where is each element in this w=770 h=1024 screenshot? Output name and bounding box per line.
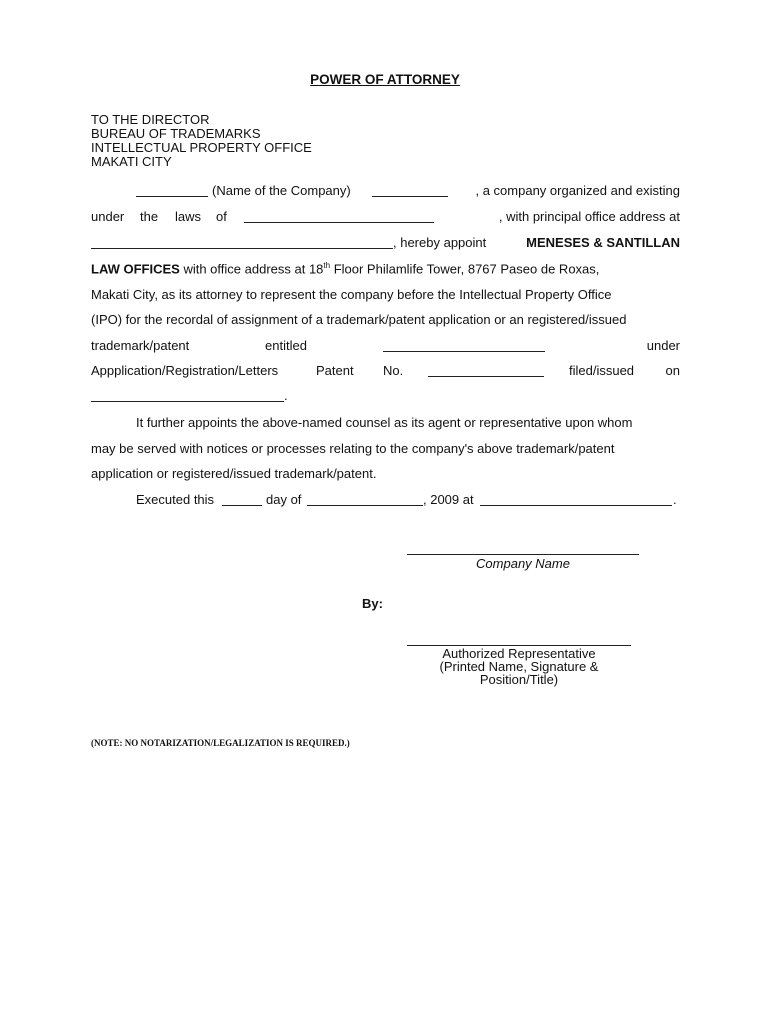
para2-line2: may be served with notices or processes relating to the company's above trademark/patent: [91, 441, 615, 456]
word-of: of: [216, 209, 227, 224]
word-under: under: [91, 209, 125, 224]
para1-line1-tail: , a company organized and existing: [475, 183, 680, 198]
word-no: No.: [383, 363, 404, 378]
word-filed-issued: filed/issued: [569, 363, 635, 378]
document-title: POWER OF ATTORNEY: [310, 72, 460, 87]
company-name-placeholder: (Name of the Company): [212, 183, 351, 198]
word-under-2: under: [646, 338, 680, 353]
word-trademark-patent: trademark/patent: [91, 338, 190, 353]
para1-line4: [91, 261, 599, 276]
word-the: the: [140, 209, 159, 224]
office-address-blank: [91, 248, 393, 249]
para1-line5: Makati City, as its attorney to represent the company before the Intellectual Property Office: [91, 287, 612, 302]
word-laws: laws: [175, 209, 202, 224]
law-firm-name-b: LAW OFFICES: [91, 261, 180, 277]
para2-line1: It further appoints the above-named counsel as its agent or representative upon whom: [136, 415, 633, 430]
representative-label-3: Position/Title): [479, 672, 559, 687]
representative-label-2: (Printed Name, Signature &: [439, 659, 599, 674]
word-on: on: [665, 363, 680, 378]
day-of-text: day of: [266, 492, 302, 507]
word-application-registration: Appplication/Registration/Letters: [91, 363, 279, 378]
company-name-label: Company Name: [476, 556, 570, 571]
company-name-blank-right: [372, 196, 448, 197]
addressee-line-3: INTELLECTUAL PROPERTY OFFICE: [91, 140, 312, 155]
entitled-blank: [383, 351, 545, 352]
company-name-blank-left: [136, 196, 208, 197]
addressee-line-1: TO THE DIRECTOR: [91, 112, 210, 127]
hereby-appoint-text: , hereby appoint: [393, 235, 487, 250]
month-blank: [307, 505, 423, 506]
para1-end-period: .: [284, 388, 288, 403]
addressee-line-2: BUREAU OF TRADEMARKS: [91, 126, 261, 141]
day-blank: [222, 505, 262, 506]
laws-of-blank: [244, 222, 434, 223]
floor-ordinal: th: [323, 261, 331, 270]
patent-number-blank: [428, 376, 544, 377]
executed-end-period: .: [673, 492, 677, 507]
para1-line6: (IPO) for the recordal of assignment of a trademark/patent application or an registered/issued: [91, 312, 627, 327]
para2-line3: application or registered/issued trademark/patent.: [91, 466, 377, 481]
company-signature-line: [407, 554, 639, 555]
year-at-text: , 2009 at: [423, 492, 474, 507]
executed-this-text: Executed this: [136, 492, 215, 507]
word-entitled: entitled: [265, 338, 307, 353]
by-label: By:: [362, 596, 383, 611]
filing-date-blank: [91, 401, 284, 402]
para1-line2-tail: , with principal office address at: [498, 209, 680, 224]
representative-label-1: Authorized Representative: [442, 646, 596, 661]
office-address-text-a: with office address at 18: [179, 261, 324, 277]
word-patent: Patent: [316, 363, 354, 378]
notarization-note: (NOTE: NO NOTARIZATION/LEGALIZATION IS REQUIRED.): [91, 738, 350, 748]
addressee-line-4: MAKATI CITY: [91, 154, 172, 169]
law-firm-name-a: MENESES & SANTILLAN: [526, 235, 680, 250]
place-blank: [480, 505, 672, 506]
office-address-text-b: Floor Philamlife Tower, 8767 Paseo de Roxas,: [330, 261, 600, 277]
